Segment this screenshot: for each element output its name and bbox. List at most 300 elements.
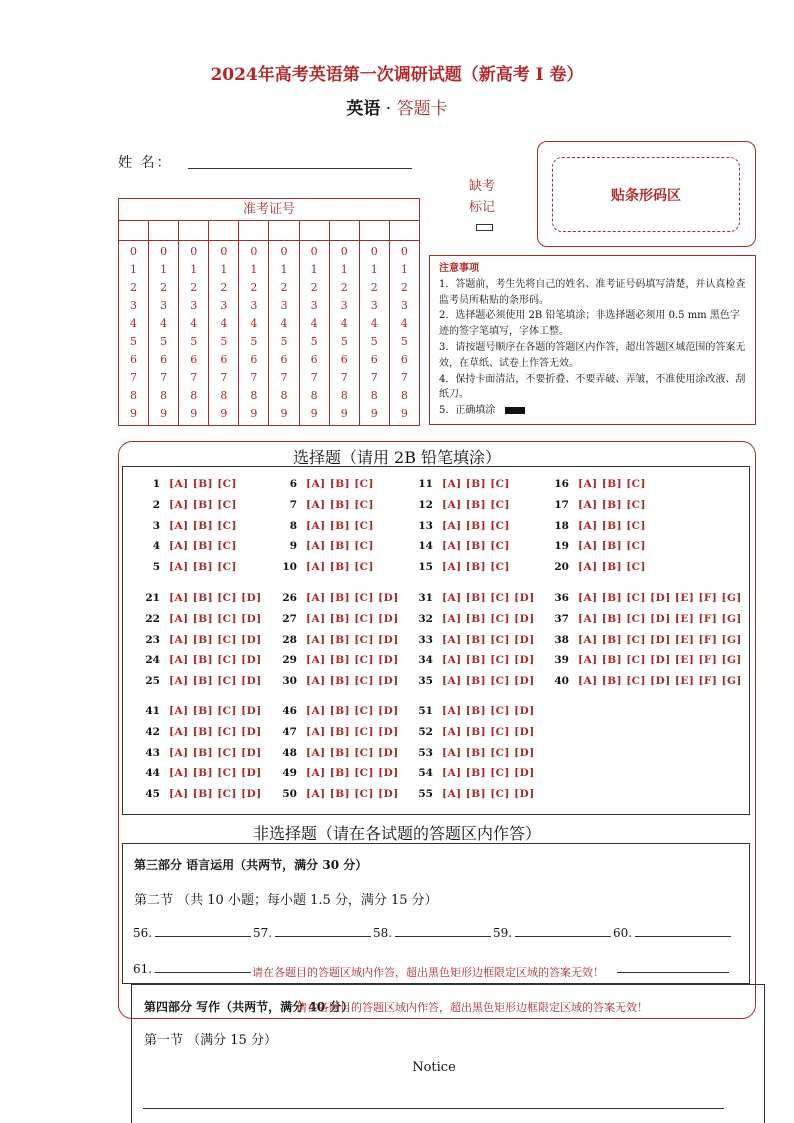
question-26[interactable]: [277, 592, 399, 604]
answer-options[interactable]: [A] [B] [C]: [169, 498, 237, 511]
exam-digit-bubble[interactable]: 0: [310, 245, 318, 258]
exam-number-write-cell[interactable]: [390, 221, 419, 240]
answer-options[interactable]: [A] [B] [C]: [442, 540, 510, 553]
exam-digit-bubble[interactable]: 9: [220, 407, 228, 420]
exam-digit-bubble[interactable]: 0: [190, 245, 198, 258]
exam-digit-bubble[interactable]: 9: [250, 407, 258, 420]
question-14[interactable]: [413, 540, 510, 552]
question-35[interactable]: [413, 675, 535, 687]
question-number: 7: [289, 498, 297, 511]
exam-digit-bubble[interactable]: 8: [310, 389, 318, 402]
exam-digit-bubble[interactable]: 8: [340, 389, 348, 402]
exam-digit-bubble[interactable]: 4: [280, 317, 288, 330]
answer-options[interactable]: [A] [B] [C] [D]: [169, 788, 262, 801]
answer-options[interactable]: [A] [B] [C]: [169, 540, 237, 553]
notice-item-1: 1．答题前，考生先将自己的姓名、准考证号码填写清楚，并认真检查监考员所粘贴的条形码。: [439, 278, 746, 306]
exam-digit-bubble[interactable]: 4: [370, 317, 378, 330]
exam-digit-bubble[interactable]: 9: [340, 407, 348, 420]
nonchoice-section-title: 非选择题（请在各试题的答题区内作答）: [252, 824, 541, 843]
absent-label-line2: 标记: [468, 200, 495, 215]
exam-digit-bubble[interactable]: 5: [130, 335, 138, 348]
question-1[interactable]: [140, 478, 237, 490]
exam-digit-bubble[interactable]: 6: [250, 353, 258, 366]
answer-options[interactable]: [A] [B] [C] [D]: [306, 612, 399, 625]
exam-digit-bubble[interactable]: 6: [370, 353, 378, 366]
exam-number-write-cell[interactable]: [149, 221, 179, 240]
exam-digit-bubble[interactable]: 5: [250, 335, 258, 348]
exam-number-write-cell[interactable]: [269, 221, 299, 240]
answer-options[interactable]: [A] [B] [C] [D]: [442, 633, 535, 646]
exam-digit-bubble[interactable]: 8: [250, 389, 258, 402]
answer-options[interactable]: [A] [B] [C] [D]: [306, 633, 399, 646]
exam-digit-bubble[interactable]: 3: [220, 299, 228, 312]
question-number: 51: [418, 705, 433, 717]
question-12[interactable]: [413, 499, 510, 511]
question-number: 47: [282, 725, 297, 738]
exam-number-write-cell[interactable]: [119, 221, 149, 240]
exam-digit-bubble[interactable]: 6: [340, 353, 348, 366]
answer-options[interactable]: [A] [B] [C] [D]: [442, 612, 535, 625]
exam-number-write-cell[interactable]: [179, 221, 209, 240]
exam-number-column: [209, 241, 239, 425]
question-22[interactable]: [140, 613, 262, 625]
question-number: 43: [145, 746, 160, 759]
blank-line: [155, 936, 251, 937]
answer-options[interactable]: [A] [B] [C]: [442, 561, 510, 574]
exam-digit-bubble[interactable]: 2: [280, 281, 288, 294]
answer-options[interactable]: [A] [B] [C] [D]: [442, 746, 535, 759]
exam-digit-bubble[interactable]: 8: [400, 389, 408, 402]
exam-digit-bubble[interactable]: 6: [280, 353, 288, 366]
question-number: 13: [418, 519, 433, 532]
question-number: 19: [554, 540, 569, 553]
exam-digit-bubble[interactable]: 1: [280, 263, 288, 276]
exam-digit-bubble[interactable]: 8: [370, 389, 378, 402]
exam-digit-bubble[interactable]: 1: [310, 263, 318, 276]
answer-options[interactable]: [A] [B] [C] [D]: [169, 633, 262, 646]
question-number: 24: [145, 654, 160, 667]
question-number: 53: [418, 746, 433, 759]
exam-number-column: [390, 241, 419, 425]
question-number: 44: [145, 767, 160, 780]
question-36[interactable]: [549, 592, 742, 604]
question-28[interactable]: [277, 634, 399, 646]
question-number: 34: [418, 654, 433, 667]
answer-options[interactable]: [A] [B] [C] [D]: [169, 767, 262, 780]
exam-digit-bubble[interactable]: 3: [400, 299, 408, 312]
answer-options[interactable]: [A] [B] [C] [D]: [169, 705, 262, 717]
answer-options[interactable]: [A] [B] [C] [D] [E] [F] [G]: [578, 612, 742, 625]
exam-digit-bubble[interactable]: 8: [130, 389, 138, 402]
exam-digit-bubble[interactable]: 9: [400, 407, 408, 420]
exam-digit-bubble[interactable]: 2: [130, 281, 138, 294]
exam-number-write-cell[interactable]: [209, 221, 239, 240]
name-label: 姓 名：: [118, 155, 173, 171]
exam-digit-bubble[interactable]: 1: [340, 263, 348, 276]
exam-digit-bubble[interactable]: 3: [340, 299, 348, 312]
question-3[interactable]: [140, 520, 237, 532]
question-8[interactable]: [277, 520, 374, 532]
answer-options[interactable]: [A] [B] [C]: [442, 478, 510, 490]
question-41[interactable]: [140, 705, 262, 717]
exam-digit-bubble[interactable]: 4: [220, 317, 228, 330]
name-field[interactable]: [188, 168, 412, 169]
exam-digit-bubble[interactable]: 9: [310, 407, 318, 420]
answer-options[interactable]: [A] [B] [C] [D]: [442, 788, 535, 801]
subject-label: 英语: [346, 99, 381, 119]
question-9[interactable]: [277, 540, 374, 552]
question-46[interactable]: [277, 705, 399, 717]
exam-digit-bubble[interactable]: 1: [250, 263, 258, 276]
question-23[interactable]: [140, 634, 262, 646]
answer-options[interactable]: [A] [B] [C]: [306, 561, 374, 574]
exam-digit-bubble[interactable]: 1: [130, 263, 138, 276]
exam-digit-bubble[interactable]: 6: [190, 353, 198, 366]
absent-label-line1: 缺考: [468, 179, 495, 194]
blank-65[interactable]: [617, 962, 729, 976]
answer-options[interactable]: [A] [B] [C] [D]: [169, 592, 262, 604]
exam-digit-bubble[interactable]: 8: [190, 389, 198, 402]
answer-options[interactable]: [A] [B] [C] [D]: [169, 675, 262, 688]
exam-number-write-cell[interactable]: [360, 221, 390, 240]
question-34[interactable]: [413, 654, 535, 666]
question-15[interactable]: [413, 561, 510, 573]
exam-digit-bubble[interactable]: 0: [160, 245, 168, 258]
question-45[interactable]: [140, 788, 262, 800]
exam-digit-bubble[interactable]: 4: [340, 317, 348, 330]
question-44[interactable]: [140, 767, 262, 779]
question-55[interactable]: [413, 788, 535, 800]
answer-options[interactable]: [A] [B] [C] [D] [E] [F] [G]: [578, 654, 742, 667]
exam-digit-bubble[interactable]: 7: [190, 371, 198, 384]
answer-options[interactable]: [A] [B] [C] [D]: [442, 592, 535, 604]
part3-subtitle: 第二节 （共 10 小题；每小题 1.5 分，满分 15 分）: [134, 893, 438, 908]
answer-options[interactable]: [A] [B] [C] [D]: [306, 705, 399, 717]
exam-digit-bubble[interactable]: 0: [220, 245, 228, 258]
answer-options[interactable]: [A] [B] [C] [D]: [306, 675, 399, 688]
blank-59[interactable]: [493, 926, 611, 940]
question-49[interactable]: [277, 767, 399, 779]
exam-digit-bubble[interactable]: 4: [160, 317, 168, 330]
question-13[interactable]: [413, 520, 510, 532]
exam-digit-bubble[interactable]: 1: [160, 263, 168, 276]
question-53[interactable]: [413, 747, 535, 759]
barcode-area: [552, 157, 740, 232]
blank-line: [617, 972, 729, 973]
exam-number-write-row: [119, 221, 419, 241]
blank-61[interactable]: [133, 962, 251, 976]
question-18[interactable]: [549, 520, 646, 532]
exam-digit-bubble[interactable]: 7: [250, 371, 258, 384]
answer-options[interactable]: [A] [B] [C] [D]: [442, 654, 535, 667]
exam-digit-bubble[interactable]: 5: [220, 335, 228, 348]
exam-digit-bubble[interactable]: 9: [190, 407, 198, 420]
question-20[interactable]: [549, 561, 646, 573]
exam-digit-bubble[interactable]: 5: [340, 335, 348, 348]
exam-digit-bubble[interactable]: 8: [280, 389, 288, 402]
exam-digit-bubble[interactable]: 7: [280, 371, 288, 384]
exam-digit-bubble[interactable]: 5: [370, 335, 378, 348]
question-number: 17: [554, 498, 569, 511]
exam-digit-bubble[interactable]: 3: [160, 299, 168, 312]
answer-options[interactable]: [A] [B] [C]: [169, 478, 237, 490]
exam-number-write-cell[interactable]: [300, 221, 330, 240]
answer-options[interactable]: [A] [B] [C]: [306, 540, 374, 553]
exam-digit-bubble[interactable]: 3: [310, 299, 318, 312]
answer-options[interactable]: [A] [B] [C]: [169, 561, 237, 574]
exam-digit-bubble[interactable]: 1: [220, 263, 228, 276]
exam-digit-bubble[interactable]: 2: [310, 281, 318, 294]
exam-number-write-cell[interactable]: [330, 221, 360, 240]
exam-number-column: [330, 241, 360, 425]
answer-options[interactable]: [A] [B] [C]: [578, 478, 646, 490]
question-number: 16: [554, 478, 569, 490]
exam-number-write-cell[interactable]: [239, 221, 269, 240]
exam-digit-bubble[interactable]: 8: [220, 389, 228, 402]
exam-digit-bubble[interactable]: 7: [340, 371, 348, 384]
exam-digit-bubble[interactable]: 2: [190, 281, 198, 294]
question-50[interactable]: [277, 788, 399, 800]
answer-options[interactable]: [A] [B] [C] [D]: [442, 725, 535, 738]
answer-options[interactable]: [A] [B] [C] [D]: [169, 612, 262, 625]
question-51[interactable]: [413, 705, 535, 717]
question-number: 4: [152, 540, 160, 553]
question-number: 30: [282, 675, 297, 688]
exam-digit-bubble[interactable]: 7: [220, 371, 228, 384]
question-16[interactable]: [549, 478, 646, 490]
answer-options[interactable]: [A] [B] [C] [D]: [306, 725, 399, 738]
question-number: 39: [554, 654, 569, 667]
exam-digit-bubble[interactable]: 2: [370, 281, 378, 294]
answer-options[interactable]: [A] [B] [C] [D]: [442, 767, 535, 780]
exam-digit-bubble[interactable]: 6: [220, 353, 228, 366]
question-31[interactable]: [413, 592, 535, 604]
exam-digit-bubble[interactable]: 2: [250, 281, 258, 294]
question-21[interactable]: [140, 592, 262, 604]
exam-digit-bubble[interactable]: 7: [310, 371, 318, 384]
exam-digit-bubble[interactable]: 0: [400, 245, 408, 258]
question-4[interactable]: [140, 540, 237, 552]
question-number: 8: [289, 519, 297, 532]
exam-digit-bubble[interactable]: 6: [400, 353, 408, 366]
question-11[interactable]: [413, 478, 510, 490]
exam-digit-bubble[interactable]: 2: [340, 281, 348, 294]
blank-line: [275, 936, 371, 937]
question-37[interactable]: [549, 613, 742, 625]
question-number: 3: [152, 519, 160, 532]
question-7[interactable]: [277, 499, 374, 511]
exam-digit-bubble[interactable]: 2: [160, 281, 168, 294]
answer-options[interactable]: [A] [B] [C] [D]: [306, 592, 399, 604]
answer-options[interactable]: [A] [B] [C]: [442, 519, 510, 532]
question-number: 5: [152, 561, 160, 574]
boundary-warning-1: 请在各题目的答题区域内作答，超出黑色矩形边框限定区域的答案无效！: [252, 966, 604, 979]
exam-digit-bubble[interactable]: 2: [400, 281, 408, 294]
fill-example-label: 5．正确填涂: [439, 405, 496, 417]
exam-digit-bubble[interactable]: 1: [190, 263, 198, 276]
answer-options[interactable]: [A] [B] [C]: [306, 498, 374, 511]
question-39[interactable]: [549, 654, 742, 666]
exam-digit-bubble[interactable]: 5: [160, 335, 168, 348]
question-17[interactable]: [549, 499, 646, 511]
question-27[interactable]: [277, 613, 399, 625]
question-number: 9: [289, 540, 297, 553]
answer-options[interactable]: [A] [B] [C] [D]: [169, 746, 262, 759]
question-40[interactable]: [549, 675, 742, 687]
question-42[interactable]: [140, 726, 262, 738]
question-47[interactable]: [277, 726, 399, 738]
exam-digit-bubble[interactable]: 3: [280, 299, 288, 312]
exam-digit-bubble[interactable]: 0: [340, 245, 348, 258]
question-number: 29: [282, 654, 297, 667]
answer-options[interactable]: [A] [B] [C]: [578, 498, 646, 511]
exam-digit-bubble[interactable]: 0: [250, 245, 258, 258]
exam-digit-bubble[interactable]: 5: [310, 335, 318, 348]
exam-digit-bubble[interactable]: 0: [130, 245, 138, 258]
answer-options[interactable]: [A] [B] [C] [D]: [306, 788, 399, 801]
answer-options[interactable]: [A] [B] [C]: [578, 561, 646, 574]
answer-options[interactable]: [A] [B] [C] [D] [E] [F] [G]: [578, 633, 742, 646]
answer-options[interactable]: [A] [B] [C]: [306, 478, 374, 490]
answer-options[interactable]: [A] [B] [C] [D]: [169, 654, 262, 667]
question-number: 28: [282, 633, 297, 646]
answer-options[interactable]: [A] [B] [C]: [306, 519, 374, 532]
exam-digit-bubble[interactable]: 1: [370, 263, 378, 276]
choice-section-title: 选择题（请用 2B 铅笔填涂）: [292, 448, 502, 467]
exam-digit-bubble[interactable]: 9: [130, 407, 138, 420]
exam-digit-bubble[interactable]: 5: [190, 335, 198, 348]
question-number: 38: [554, 633, 569, 646]
notice-item-2: 2．选择题必须使用 2B 铅笔填涂；非选择题必须用 0.5 mm 黑色字迹的签字笔填写，字体工整。: [439, 310, 740, 338]
absent-mark-box[interactable]: [476, 224, 493, 231]
question-54[interactable]: [413, 767, 535, 779]
answer-options[interactable]: [A] [B] [C] [D] [E] [F] [G]: [578, 675, 742, 688]
notice-item-5: [439, 403, 746, 419]
question-24[interactable]: [140, 654, 262, 666]
question-10[interactable]: [277, 561, 374, 573]
exam-digit-bubble[interactable]: 0: [370, 245, 378, 258]
question-number: 35: [418, 675, 433, 688]
answer-options[interactable]: [A] [B] [C] [D]: [442, 705, 535, 717]
exam-digit-bubble[interactable]: 4: [310, 317, 318, 330]
answer-options[interactable]: [A] [B] [C] [D]: [442, 675, 535, 688]
blank-56[interactable]: [133, 926, 251, 940]
notice-box: [429, 255, 756, 425]
barcode-label: 贴条形码区: [611, 187, 681, 204]
exam-digit-bubble[interactable]: 9: [280, 407, 288, 420]
notice-title: 注意事项: [439, 263, 479, 274]
question-number: 21: [145, 592, 160, 604]
filled-mark-example: [505, 407, 525, 414]
question-number: 42: [145, 725, 160, 738]
exam-title: 2024年高考英语第一次调研试题（新高考 I 卷）: [210, 65, 584, 85]
exam-digit-bubble[interactable]: 7: [130, 371, 138, 384]
exam-digit-bubble[interactable]: 3: [130, 299, 138, 312]
exam-digit-bubble[interactable]: 0: [280, 245, 288, 258]
question-52[interactable]: [413, 726, 535, 738]
question-38[interactable]: [549, 634, 742, 646]
question-number: 23: [145, 633, 160, 646]
question-number: 14: [418, 540, 433, 553]
exam-digit-bubble[interactable]: 3: [370, 299, 378, 312]
question-32[interactable]: [413, 613, 535, 625]
blank-57[interactable]: [253, 926, 371, 940]
exam-digit-bubble[interactable]: 1: [400, 263, 408, 276]
blank-line: [155, 972, 251, 973]
answer-options[interactable]: [A] [B] [C]: [578, 540, 646, 553]
exam-digit-bubble[interactable]: 9: [160, 407, 168, 420]
exam-digit-bubble[interactable]: 4: [250, 317, 258, 330]
exam-digit-bubble[interactable]: 4: [190, 317, 198, 330]
answer-options[interactable]: [A] [B] [C] [D]: [306, 654, 399, 667]
question-number: 52: [418, 725, 433, 738]
question-30[interactable]: [277, 675, 399, 687]
question-29[interactable]: [277, 654, 399, 666]
exam-digit-bubble[interactable]: 7: [160, 371, 168, 384]
question-number: 54: [418, 767, 433, 780]
exam-digit-bubble[interactable]: 5: [400, 335, 408, 348]
answer-options[interactable]: [A] [B] [C] [D] [E] [F] [G]: [578, 592, 742, 604]
question-number: 6: [289, 478, 297, 490]
exam-digit-bubble[interactable]: 9: [370, 407, 378, 420]
exam-digit-bubble[interactable]: 6: [310, 353, 318, 366]
exam-digit-bubble[interactable]: 7: [400, 371, 408, 384]
essay-writing-line[interactable]: [143, 1108, 724, 1109]
question-number: 11: [418, 478, 433, 490]
question-48[interactable]: [277, 747, 399, 759]
answer-options[interactable]: [A] [B] [C] [D]: [169, 725, 262, 738]
question-33[interactable]: [413, 634, 535, 646]
answer-options[interactable]: [A] [B] [C] [D]: [306, 767, 399, 780]
answer-options[interactable]: [A] [B] [C]: [169, 519, 237, 532]
question-number: 46: [282, 705, 297, 717]
exam-digit-bubble[interactable]: 2: [220, 281, 228, 294]
question-19[interactable]: [549, 540, 646, 552]
exam-digit-bubble[interactable]: 3: [250, 299, 258, 312]
blank-60[interactable]: [613, 926, 731, 940]
question-6[interactable]: [277, 478, 374, 490]
blank-line: [515, 936, 611, 937]
card-subtitle: [0, 94, 794, 119]
exam-digit-bubble[interactable]: 7: [370, 371, 378, 384]
card-label: 答题卡: [396, 99, 448, 119]
exam-number-column: [119, 241, 149, 425]
answer-options[interactable]: [A] [B] [C]: [442, 498, 510, 511]
answer-options[interactable]: [A] [B] [C]: [578, 519, 646, 532]
exam-digit-bubble[interactable]: 8: [160, 389, 168, 402]
absent-mark-label: [462, 176, 502, 218]
question-number: 48: [282, 746, 297, 759]
question-2[interactable]: [140, 499, 237, 511]
exam-digit-bubble[interactable]: 3: [190, 299, 198, 312]
exam-digit-bubble[interactable]: 4: [130, 317, 138, 330]
boundary-warning-2: 请在各题目的答题区域内作答，超出黑色矩形边框限定区域的答案无效！: [296, 1001, 648, 1014]
exam-number-column: [239, 241, 269, 425]
question-5[interactable]: [140, 561, 237, 573]
question-number: 18: [554, 519, 569, 532]
question-25[interactable]: [140, 675, 262, 687]
exam-digit-bubble[interactable]: 6: [160, 353, 168, 366]
exam-digit-bubble[interactable]: 5: [280, 335, 288, 348]
answer-options[interactable]: [A] [B] [C] [D]: [306, 746, 399, 759]
exam-digit-bubble[interactable]: 6: [130, 353, 138, 366]
question-number: 50: [282, 788, 297, 801]
exam-digit-bubble[interactable]: 4: [400, 317, 408, 330]
blank-number: 56.: [133, 926, 153, 940]
question-43[interactable]: [140, 747, 262, 759]
blank-58[interactable]: [373, 926, 491, 940]
exam-number-column: [179, 241, 209, 425]
